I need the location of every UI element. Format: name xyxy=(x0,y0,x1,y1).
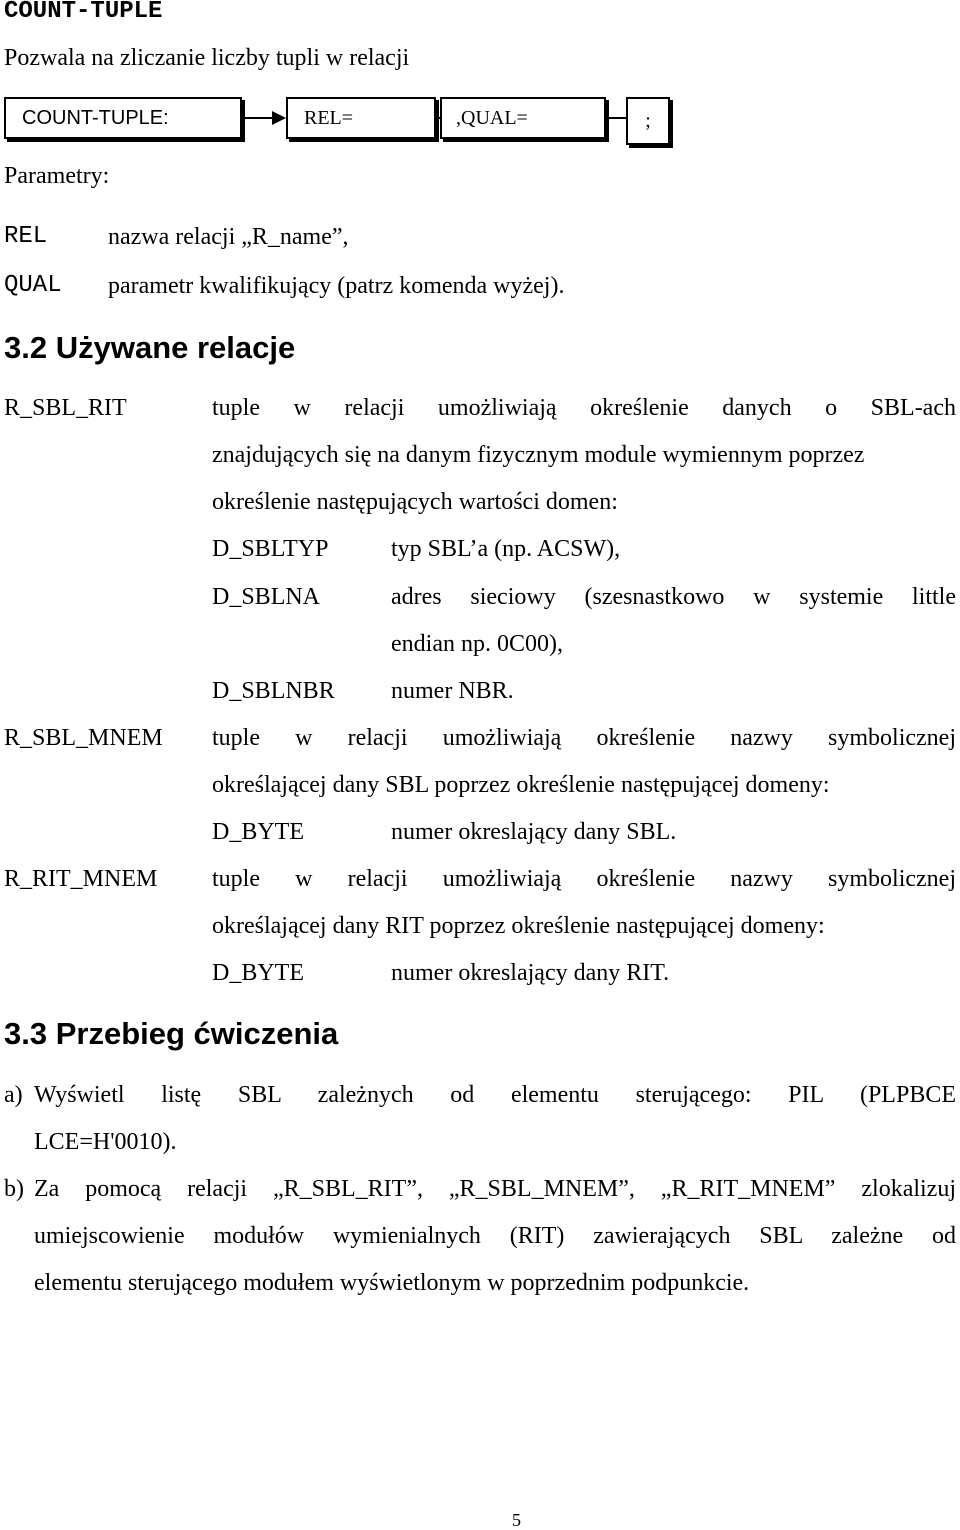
relation-desc-line: tuple w relacji umożliwiają określenie nazwy symbolicznej xyxy=(212,725,956,751)
domain-name-d-byte: D_BYTE xyxy=(212,960,304,986)
domain-desc-d-byte: numer okreslający dany RIT. xyxy=(391,960,670,986)
relation-desc-line: tuple w relacji umożliwiają określenie danych o SBL-ach xyxy=(212,395,956,421)
domain-desc-d-byte: numer okreslający dany SBL. xyxy=(391,819,677,845)
list-item-line: LCE=H'0010). xyxy=(34,1129,177,1155)
domain-name-d-sblnbr: D_SBLNBR xyxy=(212,678,335,704)
relation-name-r-sbl-rit: R_SBL_RIT xyxy=(4,395,127,421)
syntax-arrow-1 xyxy=(242,117,272,119)
domain-desc-d-sblna-cont: endian np. 0C00), xyxy=(391,631,563,657)
relation-name-r-sbl-mnem: R_SBL_MNEM xyxy=(4,725,163,751)
list-item-line: umiejscowienie modułów wymienialnych (RIT) zawierających SBL zależne od xyxy=(34,1223,956,1249)
relation-desc-line: określającej dany SBL poprzez określenie następującej domeny: xyxy=(212,772,830,798)
param-desc-qual: parametr kwalifikujący (patrz komenda wyżej). xyxy=(108,273,565,299)
list-item-line: Za pomocą relacji „R_SBL_RIT”, „R_SBL_MNEM”, „R_RIT_MNEM” zlokalizuj xyxy=(34,1176,956,1202)
relation-desc-line: tuple w relacji umożliwiają określenie nazwy symbolicznej xyxy=(212,866,956,892)
syntax-qual-label: ,QUAL= xyxy=(456,106,528,129)
relation-name-r-rit-mnem: R_RIT_MNEM xyxy=(4,866,158,892)
relation-desc-line: znajdujących się na danym fizycznym module wymiennym poprzez xyxy=(212,442,865,468)
command-description: Pozwala na zliczanie liczby tupli w relacji xyxy=(4,45,410,71)
list-marker: a) xyxy=(4,1082,23,1108)
syntax-arrowhead-1 xyxy=(272,111,286,125)
syntax-command-label: COUNT-TUPLE: xyxy=(22,106,169,129)
param-desc-rel: nazwa relacji „R_name”, xyxy=(108,224,349,250)
section-heading-3-2: 3.2 Używane relacje xyxy=(4,330,296,365)
syntax-rel-box xyxy=(286,97,436,139)
syntax-rel-label: REL= xyxy=(304,106,354,129)
list-item-line: Wyświetl listę SBL zależnych od elementu sterującego: PIL (PLPBCE xyxy=(34,1082,956,1108)
syntax-end-box xyxy=(626,97,670,145)
relation-desc-line: określającej dany RIT poprzez określenie następującej domeny: xyxy=(212,913,825,939)
domain-desc-d-sblnbr: numer NBR. xyxy=(391,678,514,704)
params-label: Parametry: xyxy=(4,163,110,189)
syntax-arrow-3 xyxy=(606,117,626,119)
param-name-qual: QUAL xyxy=(4,272,62,299)
param-name-rel: REL xyxy=(4,223,48,250)
page-number: 5 xyxy=(512,1510,521,1530)
command-title: COUNT-TUPLE xyxy=(4,0,163,25)
domain-desc-d-sbltyp: typ SBL’a (np. ACSW), xyxy=(391,536,621,562)
syntax-qual-box xyxy=(440,97,606,139)
syntax-end-label: ; xyxy=(645,109,651,132)
domain-name-d-sbltyp: D_SBLTYP xyxy=(212,536,329,562)
domain-name-d-sblna: D_SBLNA xyxy=(212,584,321,610)
syntax-command-box xyxy=(4,97,242,139)
section-heading-3-3: 3.3 Przebieg ćwiczenia xyxy=(4,1016,339,1051)
list-marker: b) xyxy=(4,1176,24,1202)
relation-desc-line: określenie następujących wartości domen: xyxy=(212,489,618,515)
domain-name-d-byte: D_BYTE xyxy=(212,819,304,845)
list-item-line: elementu sterującego modułem wyświetlonym w poprzednim podpunkcie. xyxy=(34,1270,750,1296)
domain-desc-d-sblna: adres sieciowy (szesnastkowo w systemie little xyxy=(391,584,956,610)
